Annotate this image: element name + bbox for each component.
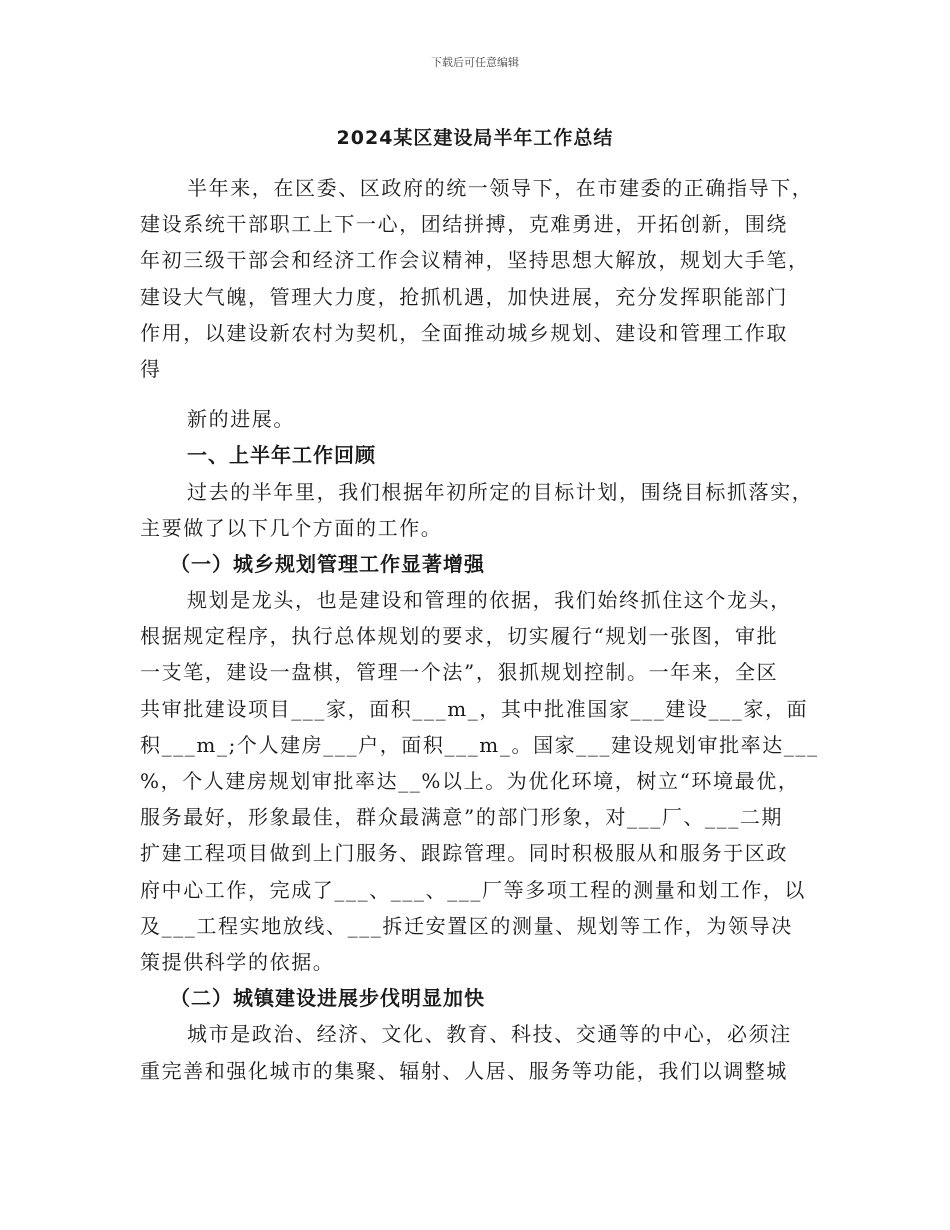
paragraph-line: 及___工程实地放线、___拆迁安置区的测量、规划等工作，为领导决 xyxy=(140,913,793,938)
paragraph-line: 服务最好，形象最佳，群众最满意”的部门形象，对___厂、___二期 xyxy=(140,805,784,830)
paragraph-line: 扩建工程项目做到上门服务、跟踪管理。同时积极服从和服务于区政 xyxy=(140,841,788,866)
paragraph-line: 得 xyxy=(140,356,162,381)
paragraph-line: 府中心工作，完成了___、___、___厂等多项工程的测量和划工作，以 xyxy=(140,877,806,902)
paragraph-line: 建设大气魄，管理大力度，抢抓机遇，加快进展，充分发挥职能部门 xyxy=(140,284,788,309)
subsection-heading: （一）城乡规划管理工作显著增强 xyxy=(170,551,485,576)
paragraph-line: %，个人建房规划审批率达__%以上。为优化环境，树立“环境最优， xyxy=(140,769,800,793)
paragraph-line: 新的进展。 xyxy=(187,407,295,432)
paragraph-line: 主要做了以下几个方面的工作。 xyxy=(140,515,443,540)
paragraph-line: 年初三级干部会和经济工作会议精神，坚持思想大解放，规划大手笔， xyxy=(140,248,810,273)
paragraph-line: 过去的半年里，我们根据年初所定的目标计划，围绕目标抓落实， xyxy=(187,479,814,504)
paragraph-line: 一支笔，建设一盘棋，管理一个法”，狠抓规划控制。一年来，全区 xyxy=(140,660,779,685)
paragraph-line: 城市是政治、经济、文化、教育、科技、交通等的中心，必须注 xyxy=(187,1022,792,1047)
paragraph-line: 规划是龙头，也是建设和管理的依据，我们始终抓住这个龙头， xyxy=(187,588,792,613)
paragraph-line: 积___m_;个人建房___户，面积___m_。国家___建设规划审批率达___ xyxy=(140,732,819,757)
section-heading: 一、上半年工作回顾 xyxy=(187,443,376,468)
document-body xyxy=(140,170,819,1089)
document-title: 2024某区建设局半年工作总结 xyxy=(336,127,614,149)
page-header: 下载后可任意编辑 xyxy=(431,56,519,69)
paragraph-line: 根据规定程序，执行总体规划的要求，切实履行“规划一张图，审批 xyxy=(140,624,779,649)
paragraph-line: 半年来，在区委、区政府的统一领导下，在市建委的正确指导下， xyxy=(187,176,814,200)
paragraph-line: 建设系统干部职工上下一心，团结拼搏，克难勇进，开拓创新，围绕 xyxy=(140,212,788,237)
paragraph-line: 重完善和强化城市的集聚、辐射、人居、服务等功能，我们以调整城 xyxy=(140,1058,788,1083)
paragraph-line: 共审批建设项目___家，面积___m_，其中批准国家___建设___家，面 xyxy=(140,696,809,721)
paragraph-line: 策提供科学的依据。 xyxy=(140,949,335,974)
subsection-heading: （二）城镇建设进展步伐明显加快 xyxy=(170,986,485,1011)
paragraph-line: 作用，以建设新农村为契机，全面推动城乡规划、建设和管理工作取 xyxy=(140,320,788,345)
